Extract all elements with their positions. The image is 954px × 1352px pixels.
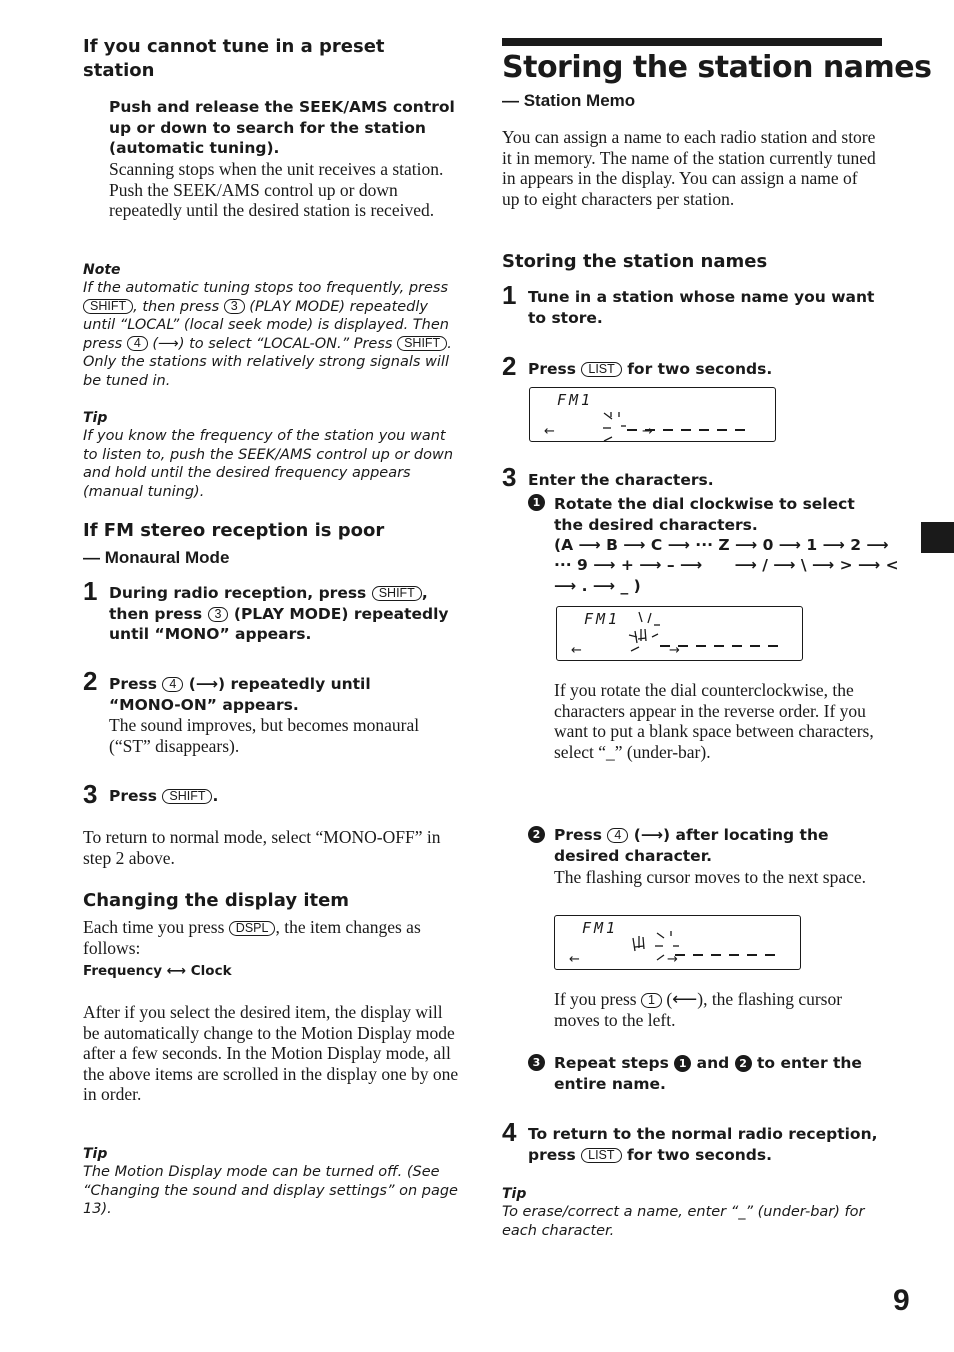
circled-number: 2	[735, 1055, 752, 1072]
tip-label: Tip	[83, 1146, 108, 1162]
page-number: 9	[893, 1284, 910, 1317]
substep-marker	[528, 826, 545, 844]
lcd-band-label: FM1	[584, 610, 621, 628]
preset-step-instruction: Push and release the SEEK/AMS control up or down to search for the station (automatic tuning).	[109, 98, 455, 157]
key-1: 1	[641, 993, 662, 1008]
page-title: Storing the station names	[502, 50, 932, 85]
right-arrow-icon: →	[667, 952, 678, 967]
lcd-display-rotate	[556, 606, 803, 661]
step-number: 3	[83, 779, 98, 809]
key-4: 4	[607, 828, 628, 843]
key-3: 3	[208, 607, 229, 622]
substep-marker	[528, 494, 545, 512]
substep1-text: Rotate the dial clockwise to select the desired characters.	[554, 495, 855, 534]
tip-label: Tip	[83, 410, 108, 426]
left-arrow-icon: ←	[544, 424, 555, 439]
substep1-description: If you rotate the dial counterclockwise, the characters appear in the reverse order. If you want to put a blank space between characters, select “_” (under-bar).	[554, 680, 874, 762]
note-label: Note	[83, 262, 121, 278]
fm-return-text: To return to normal mode, select “MONO-OFF” in step 2 above.	[83, 827, 441, 868]
character-sequence-line1: (A ⟶ B ⟶ C ⟶ ··· Z ⟶ 0 ⟶ 1 ⟶ 2 ⟶	[554, 536, 889, 554]
step-number: 4	[502, 1117, 517, 1147]
lcd-display-advance	[554, 915, 801, 970]
substep-marker	[528, 1054, 545, 1072]
display-intro: Each time you press DSPL , the item changes as follows:	[83, 917, 421, 958]
shift-key: SHIFT	[83, 299, 133, 314]
step-number: 2	[83, 666, 98, 696]
shift-key: SHIFT	[372, 586, 422, 601]
preset-step-description: Scanning stops when the unit receives a station. Push the SEEK/AMS control up or down repeatedly until the desired station is received.	[109, 159, 444, 220]
fm-step1-text: During radio reception, press SHIFT , then press 3 (PLAY MODE) repeatedly until “MONO” appears.	[109, 584, 449, 643]
step-number: 1	[83, 576, 98, 606]
title-rule	[502, 38, 882, 46]
substep3-text: Repeat steps 1 and 2 to enter the entire name.	[554, 1054, 862, 1093]
list-key: LIST	[581, 362, 621, 377]
lcd-display-step2	[529, 387, 776, 442]
circled-number: 1	[528, 494, 545, 511]
character-sequence-line3: ⟶ . ⟶ _ )	[554, 577, 641, 595]
display-sequence: Frequency ⟷ Clock	[83, 963, 232, 979]
preset-section-title: If you cannot tune in a preset station	[83, 36, 385, 81]
fm-step2-description: The sound improves, but becomes monaural (“ST” disappears).	[109, 715, 420, 756]
key-4: 4	[127, 336, 148, 351]
left-arrow-icon: ←	[569, 952, 580, 967]
fm-step2-text: Press 4 (⟶) repeatedly until “MONO-ON” appears.	[109, 675, 371, 714]
key-4: 4	[162, 677, 183, 692]
tip-text: If you know the frequency of the station you want to listen to, push the SEEK/AMS control up or down and hold until the desired frequency appears (manual tuning).	[83, 428, 454, 500]
dspl-key: DSPL	[229, 921, 276, 936]
step3-text: Enter the characters.	[528, 471, 714, 489]
fm-step3-text: Press SHIFT .	[109, 787, 219, 805]
page-subtitle: — Station Memo	[502, 91, 636, 110]
substep2-after-text: If you press 1 (⟵), the flashing cursor moves to the left.	[554, 989, 843, 1030]
tip-text: To erase/correct a name, enter “_” (under-bar) for each character.	[502, 1204, 865, 1239]
left-arrow-icon: ←	[571, 643, 582, 658]
circled-number: 3	[528, 1054, 545, 1071]
fm-section-subtitle: — Monaural Mode	[83, 548, 230, 567]
display-description: After if you select the desired item, the display will be automatically change to the Motion Display mode after a few seconds. In the Motion Display mode, all the above items are scrolled in the display one by one in order.	[83, 1002, 459, 1104]
step-number: 2	[502, 351, 517, 381]
tip-label: Tip	[502, 1186, 527, 1202]
shift-key: SHIFT	[162, 789, 212, 804]
circled-number: 2	[528, 826, 545, 843]
note-text: If the automatic tuning stops too frequently, press SHIFT , then press 3 (PLAY MODE) repeatedly until “LOCAL” (local seek mode) is displayed. Then press 4 (⟶) to select “LOCAL-ON.” Press SHIFT . Only the stations with relatively strong signals will be tuned in.	[83, 280, 452, 389]
section-thumb-tab	[921, 522, 954, 553]
step4-text: To return to the normal radio reception, press LIST for two seconds.	[528, 1125, 878, 1164]
lcd-band-label: FM1	[557, 391, 594, 409]
step2-text: Press LIST for two seconds.	[528, 360, 773, 378]
step-number: 3	[502, 462, 517, 492]
key-3: 3	[224, 299, 245, 314]
character-sequence-line2: ··· 9 ⟶ + ⟶ – ⟶ ⟶ / ⟶ \ ⟶ > ⟶ <	[554, 556, 899, 574]
substep2-text: Press 4 (⟶) after locating the desired character.	[554, 826, 829, 865]
substep2-description: The flashing cursor moves to the next space.	[554, 867, 866, 887]
step1-text: Tune in a station whose name you want to store.	[528, 288, 875, 327]
circled-number: 1	[674, 1055, 691, 1072]
lcd-band-label: FM1	[582, 919, 619, 937]
fm-section-title: If FM stereo reception is poor	[83, 520, 385, 541]
tip-text: The Motion Display mode can be turned off. (See “Changing the sound and display settings” on page 13).	[83, 1164, 458, 1217]
storing-section-title: Storing the station names	[502, 251, 768, 272]
step-number: 1	[502, 280, 517, 310]
shift-key: SHIFT	[397, 336, 447, 351]
display-section-title: Changing the display item	[83, 890, 350, 911]
list-key: LIST	[581, 1148, 621, 1163]
right-arrow-icon: →	[669, 643, 680, 658]
right-arrow-icon: →	[642, 424, 653, 439]
intro-text: You can assign a name to each radio station and store it in memory. The name of the station currently tuned in appears in the display. You can assign a name of up to eight characters per station.	[502, 127, 876, 209]
